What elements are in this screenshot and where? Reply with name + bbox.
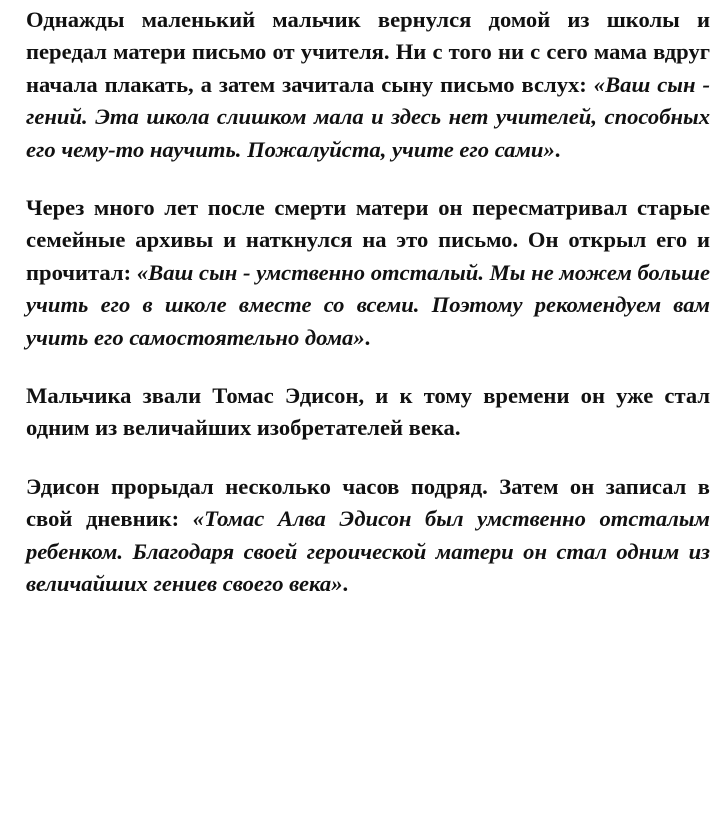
paragraph-3-text: Мальчика звали Томас Эдисон, и к тому времени он уже стал одним из величайших изобретателей века. — [26, 383, 710, 441]
paragraph-2-quote: «Ваш сын - умственно отсталый. Мы не можем больше учить его в школе вместе со всеми. Поэтому рекомендуем вам учить его самостоятельно дома» — [26, 259, 710, 350]
paragraph-2 — [26, 192, 710, 354]
paragraph-3 — [26, 380, 710, 445]
paragraph-4-quote: «Томас Алва Эдисон был умственно отсталым ребенком. Благодаря своей героической матери он стал одним из величайших гениев своего века» — [26, 506, 710, 597]
paragraph-4-tail: . — [342, 571, 349, 597]
paragraph-1-tail: . — [554, 136, 561, 162]
paragraph-1-quote: «Ваш сын - гений. Эта школа слишком мала и здесь нет учителей, способных его чему-то научить. Пожалуйста, учите его сами» — [26, 71, 710, 162]
paragraph-2-text: Через много лет после смерти матери он пересматривал старые семейные архивы и наткнулся на это письмо. Он открыл его и прочитал: — [26, 195, 710, 285]
paragraph-2-tail: . — [364, 324, 371, 350]
paragraph-4-text: Эдисон прорыдал несколько часов подряд. Затем он записал в свой дневник: — [26, 473, 710, 532]
paragraph-1 — [26, 4, 710, 166]
story-text — [26, 4, 710, 601]
paragraph-1-text: Однажды маленький мальчик вернулся домой из школы и передал матери письмо от учителя. Ни с того ни с сего мама вдруг начала плакать, а затем зачитала сыну письмо вслух: — [26, 7, 710, 97]
paragraph-4 — [26, 471, 710, 601]
